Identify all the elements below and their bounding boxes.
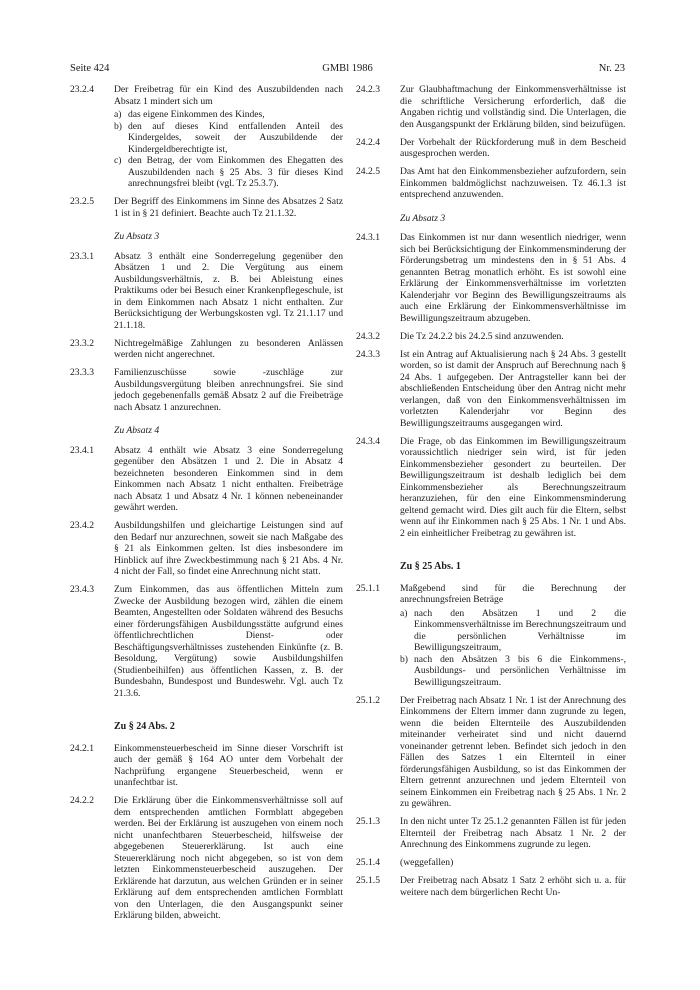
- paragraph-text: Absatz 3 enthält eine Sonderregelung gegenüber den Absätzen 1 und 2. Die Vergütung aus einem Ausbildungsverhältnis, z. B. bei Ableistung eines Praktikums oder bei Besuch einer Krankenpflegeschule, ist in dem Einkommen nach Absatz 1 nicht enthalten. Zur Berücksichtigung der Werbungskosten vgl. Tz 21.1.17 und 21.1.18.: [114, 250, 343, 331]
- paragraph-23-4-3: [70, 584, 343, 699]
- paragraph-text: Zur Glaubhaftmachung der Einkommensverhältnisse ist die schriftliche Versicherung erforderlich, daß die Angaben richtig und vollständig sind. Die Unterlagen, die den Ausgangspunkt der Erklärung bilden, sind beizufügen.: [400, 84, 626, 130]
- paragraph-24-2-2: [70, 795, 343, 922]
- issue-number: Nr. 23: [598, 63, 625, 74]
- paragraph-25-1-1: [356, 583, 626, 689]
- paragraph-24-2-3: [356, 84, 626, 130]
- paragraph-24-3-1: [356, 232, 626, 324]
- paragraph-number: 23.3.2: [70, 337, 94, 349]
- list-item: [114, 109, 343, 121]
- list-text: nach den Absätzen 3 bis 6 die Einkommens-, Ausbildungs- und persönlichen Verhältnisse im Bewilligungszeitraum.: [414, 653, 626, 688]
- paragraph-25-1-3: [356, 816, 626, 851]
- paragraph-number: 24.2.3: [356, 84, 380, 95]
- paragraph-number: 23.2.5: [70, 196, 94, 207]
- right-column: [356, 84, 626, 905]
- sub-list: [400, 608, 626, 689]
- paragraph-text: (weggefallen): [400, 857, 454, 868]
- paragraph-number: 25.1.5: [356, 875, 380, 886]
- paragraph-24-3-2: [356, 331, 626, 343]
- page-number: Seite 424: [70, 63, 110, 74]
- list-item: [114, 121, 343, 156]
- list-text: den auf dieses Kind entfallenden Anteil des Kindergeldes, soweit der Auszubildende der Kindergeldberechtigte ist,: [128, 120, 343, 155]
- section-heading: Zu Absatz 3: [400, 212, 446, 224]
- section-heading: Zu § 24 Abs. 2: [114, 721, 175, 732]
- section-heading: Zu Absatz 3: [114, 231, 160, 242]
- paragraph-text: Maßgebend sind für die Berechnung der anrechnungsfreien Beträge: [400, 582, 626, 605]
- list-label: b): [114, 120, 122, 132]
- paragraph-number: 24.2.5: [356, 166, 380, 177]
- sub-list: [114, 109, 343, 190]
- paragraph-text: Absatz 4 enthält wie Absatz 3 eine Sonderregelung gegenüber den Absätzen 1 und 2. Die in Absatz 4 bezeichneten besonderen Einkommen sind in dem Einkommen nach Absatz 1 nicht enthalten. Freibeträge nach Absatz 1 und Absatz 4 Nr. 1 können nebeneinander gewährt werden.: [114, 444, 343, 513]
- paragraph-text: In den nicht unter Tz 25.1.2 genannten Fällen ist für jeden Elternteil der Freibetrag nach Absatz 1 Nr. 2 der Anrechnung des Einkommens zugrunde zu legen.: [400, 816, 626, 850]
- page-header: [70, 62, 625, 76]
- paragraph-number: 23.4.1: [70, 444, 94, 456]
- list-label: b): [400, 653, 408, 665]
- paragraph-25-1-5: [356, 875, 626, 898]
- list-text: den Betrag, der vom Einkommen des Ehegatten des Auszubildenden nach § 25 Abs. 3 für dieses Kind anrechnungsfrei bleibt (vgl. Tz 25.3.7).: [128, 155, 343, 189]
- paragraph-23-3-1: [70, 251, 343, 332]
- paragraph-number: 23.3.1: [70, 250, 94, 262]
- paragraph-text: Die Frage, ob das Einkommen im Bewilligungszeitraum voraussichtlich niedriger sein wird, ist für jeden Einkommensbezieher gesondert zu beurteilen. Der Bewilligungszeitraum ist deshalb lediglich bei dem Einkommensbezieher als Berechnungszeitraum heranzuziehen, für den eine Einkommensminderung geltend gemacht wird. Dies gilt auch für die Eltern, selbst wenn auf ihr Einkommen nach § 25 Abs. 1 Nr. 1 und Abs. 2 ein einheitlicher Freibetrag zu gewähren ist.: [400, 435, 626, 539]
- list-label: a): [400, 607, 408, 619]
- paragraph-23-2-4: [70, 84, 343, 190]
- paragraph-number: 23.2.4: [70, 84, 94, 95]
- paragraph-number: 24.3.4: [356, 435, 380, 447]
- paragraph-text: Zum Einkommen, das aus öffentlichen Mitteln zum Zwecke der Ausbildung bezogen wird, zählen die einem Beamten, Angestellten oder Soldaten während des Besuchs einer förderungsfähigen Ausbildungsstätte aufgrund eines öffentlichrechtlichen Dienst- oder Beschäftigungsverhältnisses zustehenden Einkünfte (z. B. Besoldung, Vergütung) sowie Ausbildungshilfen (Studienbeihilfen) aus öffentlichen Kassen, z. B. der Bundesbahn, Bundespost und Bundeswehr. Vgl. auch Tz 21.3.6.: [114, 584, 343, 699]
- paragraph-text: Die Erklärung über die Einkommensverhältnisse soll auf dem entsprechenden amtlichen Formblatt abgegeben werden. Bei der Erklärung ist auszugehen von einem noch nicht unanfechtbaren Steuerbescheid, hilfsweise der abgegebenen Steuererklärung. Ist auch eine Steuererklärung noch nicht abgegeben, so ist von dem letzten Einkommensteuerbescheid auszugehen. Der Erklärende hat darzutun, aus welchen Gründen er in seiner Erklärung auf dem entsprechenden amtlichen Formblatt von den Unterlagen, die den Ausgangspunkt seiner Erklärung bilden, abweicht.: [114, 795, 343, 921]
- section-heading: Zu Absatz 4: [114, 425, 160, 436]
- paragraph-text: Ausbildungshilfen und gleichartige Leistungen sind auf den Bedarf nur anzurechnen, soweit sie nach Maßgabe des § 21 als Einkommen gelten. Ist dies insbesondere im Hinblick auf ihre Zweckbestimmung nach § 21 Abs. 4 Nr. 4 nicht der Fall, so findet eine Anrechnung nicht statt.: [114, 520, 343, 577]
- paragraph-text: Das Amt hat den Einkommensbezieher aufzufordern, sein Einkommen baldmöglichst nachzuweisen. Tz 46.1.3 ist entsprechend anzuwenden.: [400, 166, 626, 200]
- paragraph-24-3-3: [356, 349, 626, 430]
- list-label: a): [114, 109, 122, 120]
- paragraph-text: Der Freibetrag nach Absatz 1 Satz 2 erhöht sich u. a. für weitere nach dem bürgerlichen Recht Un-: [400, 875, 626, 898]
- paragraph-25-1-4: [356, 857, 626, 869]
- left-column: [70, 84, 343, 928]
- paragraph-number: 25.1.1: [356, 582, 380, 594]
- list-item: [400, 608, 626, 654]
- paragraph-text: Einkommensteuerbescheid im Sinne dieser Vorschrift ist auch der gemäß § 164 AO unter dem Vorbehalt der Nachprüfung ergangene Steuerbescheid, wenn er unanfechtbar ist.: [114, 742, 343, 788]
- paragraph-text: Der Freibetrag nach Absatz 1 Nr. 1 ist der Anrechnung des Einkommens der Eltern immer dann zugrunde zu legen, wenn die beiden Elternteile des Auszubildenden miteinander verheiratet sind und nicht dauernd voneinander getrennt leben. Befindet sich jedoch in den Fällen des Satzes 1 ein Elternteil in einer förderungsfähigen Ausbildung, so ist das Einkommen der Eltern getrennt anzurechnen und jedem Elternteil von seinem Einkommen ein Freibetrag nach § 25 Abs. 1 Nr. 2 zu gewähren.: [400, 694, 626, 809]
- paragraph-number: 24.2.2: [70, 795, 94, 806]
- paragraph-number: 25.1.3: [356, 816, 380, 827]
- paragraph-number: 23.4.3: [70, 584, 94, 595]
- paragraph-text: Der Freibetrag für ein Kind des Auszubildenden nach Absatz 1 mindert sich um: [114, 84, 343, 107]
- paragraph-text: Nichtregelmäßige Zahlungen zu besonderen Anlässen werden nicht angerechnet.: [114, 337, 343, 360]
- list-item: [400, 654, 626, 689]
- paragraph-number: 25.1.2: [356, 694, 380, 706]
- journal-title: GMBl 1986: [322, 63, 373, 74]
- paragraph-24-2-1: [70, 743, 343, 789]
- paragraph-number: 24.3.3: [356, 348, 380, 360]
- paragraph-25-1-2: [356, 695, 626, 810]
- paragraph-24-2-5: [356, 166, 626, 201]
- paragraph-23-4-1: [70, 445, 343, 514]
- paragraph-text: Das Einkommen ist nur dann wesentlich niedriger, wenn sich bei Berücksichtigung der Einkommensminderung der Förderungsbetrag um mindestens den in § 51 Abs. 4 genannten Betrag monatlich erhöht. Es ist sowohl eine Erklärung der Einkommensverhältnisse im vorletzten Kalenderjahr vor Beginn des Bewilligungszeitraums als auch eine Erklärung der Einkommensverhältnisse im Bewilligungszeitraum abzugeben.: [400, 232, 626, 324]
- paragraph-text: Der Begriff des Einkommens im Sinne des Absatzes 2 Satz 1 ist in § 21 definiert. Beachte auch Tz 21.1.32.: [114, 196, 343, 219]
- paragraph-23-2-5: [70, 196, 343, 219]
- paragraph-text: Familienzuschüsse sowie -zuschläge zur Ausbildungsvergütung bleiben anrechnungsfrei. Sie sind jedoch gegebenenfalls gemäß Absatz 2 auf die Freibeträge nach Absatz 1 anzurechnen.: [114, 367, 343, 413]
- paragraph-24-3-4: [356, 436, 626, 540]
- paragraph-23-3-3: [70, 367, 343, 413]
- paragraph-number: 24.3.2: [356, 330, 380, 342]
- paragraph-number: 23.4.2: [70, 520, 94, 531]
- paragraph-text: Der Vorbehalt der Rückforderung muß in dem Bescheid ausgesprochen werden.: [400, 136, 626, 159]
- list-item: [114, 155, 343, 190]
- paragraph-23-3-2: [70, 338, 343, 361]
- paragraph-23-4-2: [70, 520, 343, 578]
- paragraph-24-2-4: [356, 137, 626, 160]
- paragraph-number: 25.1.4: [356, 857, 380, 868]
- paragraph-number: 24.3.1: [356, 232, 380, 243]
- paragraph-text: Die Tz 24.2.2 bis 24.2.5 sind anzuwenden.: [400, 330, 564, 342]
- paragraph-number: 24.2.1: [70, 742, 94, 754]
- list-text: nach den Absätzen 1 und 2 die Einkommensverhältnisse im Berechnungszeitraum und die persönlichen Verhältnisse im Bewilligungszeitraum,: [414, 607, 626, 653]
- paragraph-number: 23.3.3: [70, 367, 94, 378]
- section-heading: Zu § 25 Abs. 1: [400, 561, 461, 572]
- list-label: c): [114, 155, 122, 166]
- paragraph-number: 24.2.4: [356, 136, 380, 148]
- paragraph-text: Ist ein Antrag auf Aktualisierung nach § 24 Abs. 3 gestellt worden, so ist damit der Anspruch auf Berechnung nach § 24 Abs. 1 aufgegeben. Der Antragsteller kann bei der abschließenden Entscheidung über den Antrag nicht mehr verlangen, daß von den Einkommensverhältnissen im vorletzten Kalenderjahr vor Beginn des Bewilligungszeitraums ausgegangen wird.: [400, 348, 626, 429]
- list-text: das eigene Einkommen des Kindes,: [128, 109, 265, 120]
